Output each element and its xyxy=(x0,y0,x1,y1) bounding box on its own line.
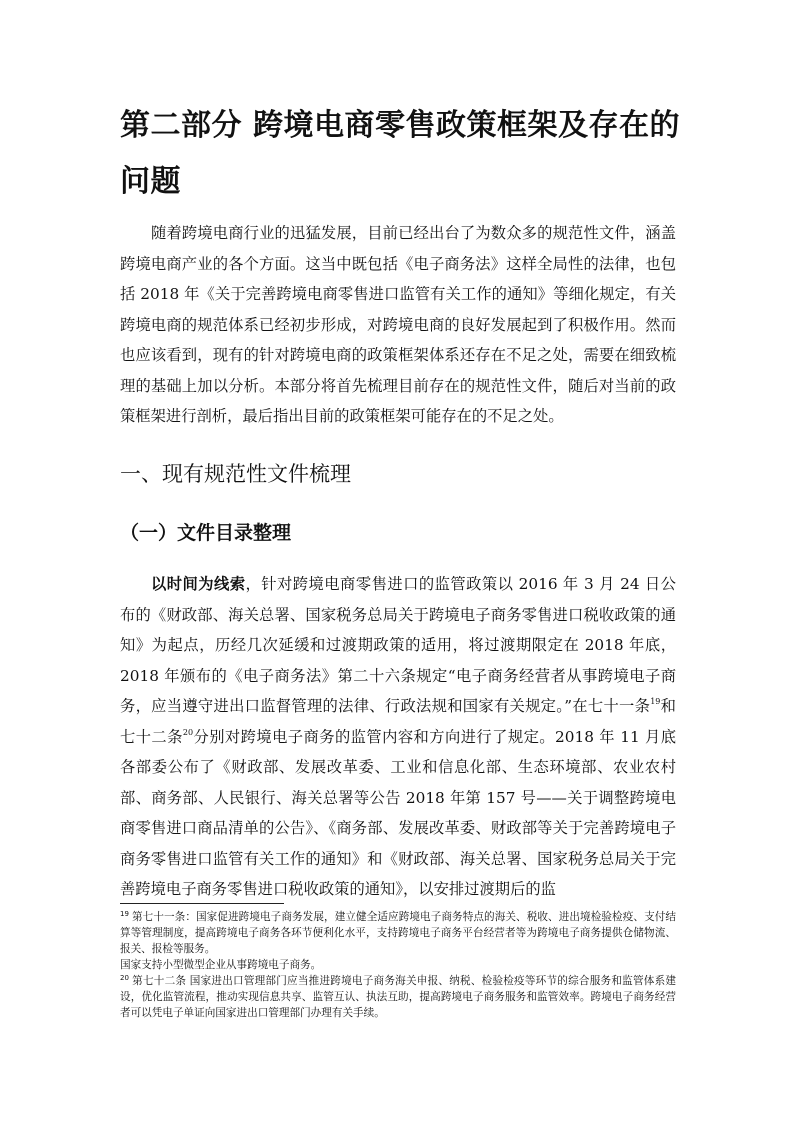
paragraph-text: ，针对跨境电商零售进口的监管政策以 2016 年 3 月 24 日公布的《财政部、海关总署、国家税务总局关于跨境电子商务零售进口税收政策的通知》为起点，历经几次延缓和过渡期政策的适用，将过渡期限定在 2018 年底，2018 年颁布的《电子商务法》第二十六条规定“电子商务经营者从事跨境电子商务，应当遵守进出口监督管理的法律、行政法规和国家有关规定。”在七十一条 xyxy=(120,575,676,715)
footnote-ref-20[interactable]: 20 xyxy=(182,727,194,737)
paragraph-lead: 以时间为线索 xyxy=(151,575,246,593)
footnote-20 xyxy=(120,973,676,1021)
paragraph-text: 分别对跨境电子商务的监管内容和方向进行了规定。2018 年 11 月底各部委公布了《财政部、发展改革委、工业和信息化部、生态环境部、农业农村部、商务部、人民银行、海关总署等公告 2018 年第 157 号——关于调整跨境电商零售进口商品清单的公告》、《商务部、发展改革委、财政部等关于完善跨境电子商务零售进口监管有关工作的通知》和《财政部、海关总署、国家税务总局关于完善跨境电子商务零售进口税收政策的通知》，以安排过渡期后的监 xyxy=(120,727,676,898)
paragraph-text: 和七十二条 xyxy=(120,697,676,746)
footnote-divider xyxy=(120,903,284,904)
footnote-ref-19[interactable]: 19 xyxy=(650,697,661,706)
section-heading: 一、现有规范性文件梳理 xyxy=(120,462,351,486)
part-title: 第二部分 跨境电商零售政策框架及存在的问题 xyxy=(120,108,680,199)
footnote-19-continuation: 国家支持小型微型企业从事跨境电子商务。 xyxy=(120,959,322,971)
body-paragraph xyxy=(120,569,676,905)
footnote-mark: 20 xyxy=(120,974,129,982)
intro-paragraph: 随着跨境电商行业的迅猛发展，目前已经出台了为数众多的规范性文件，涵盖跨境电商产业的各个方面。这当中既包括《电子商务法》这样全局性的法律，也包括 2018 年《关于完善跨境电商零售进口监管有关工作的通知》等细化规定，有关跨境电商的规范体系已经初步形成，对跨境电商的良好发展起到了积极作用。然而也应该看到，现有的针对跨境电商的政策框架体系还存在不足之处，需要在细致梳理的基础上加以分析。本部分将首先梳理目前存在的规范性文件，随后对当前的政策框架进行剖析，最后指出目前的政策框架可能存在的不足之处。 xyxy=(120,224,676,425)
subsection-heading: （一）文件目录整理 xyxy=(120,522,292,544)
footnotes xyxy=(120,909,676,1021)
footnote-text: 第七十二条 国家进出口管理部门应当推进跨境电子商务海关申报、纳税、检验检疫等环节的综合服务和监管体系建设，优化监管流程，推动实现信息共享、监管互认、执法互助，提高跨境电子商务服务和监管效率。跨境电子商务经营者可以凭电子单证向国家进出口管理部门办理有关手续。 xyxy=(120,975,676,1019)
footnote-19 xyxy=(120,909,676,957)
footnote-text: 第七十一条：国家促进跨境电子商务发展，建立健全适应跨境电子商务特点的海关、税收、进出境检验检疫、支付结算等管理制度，提高跨境电子商务各环节便利化水平，支持跨境电子商务平台经营者等为跨境电子商务提供仓储物流、报关、报检等服务。 xyxy=(120,911,676,955)
footnote-mark: 19 xyxy=(120,910,129,918)
